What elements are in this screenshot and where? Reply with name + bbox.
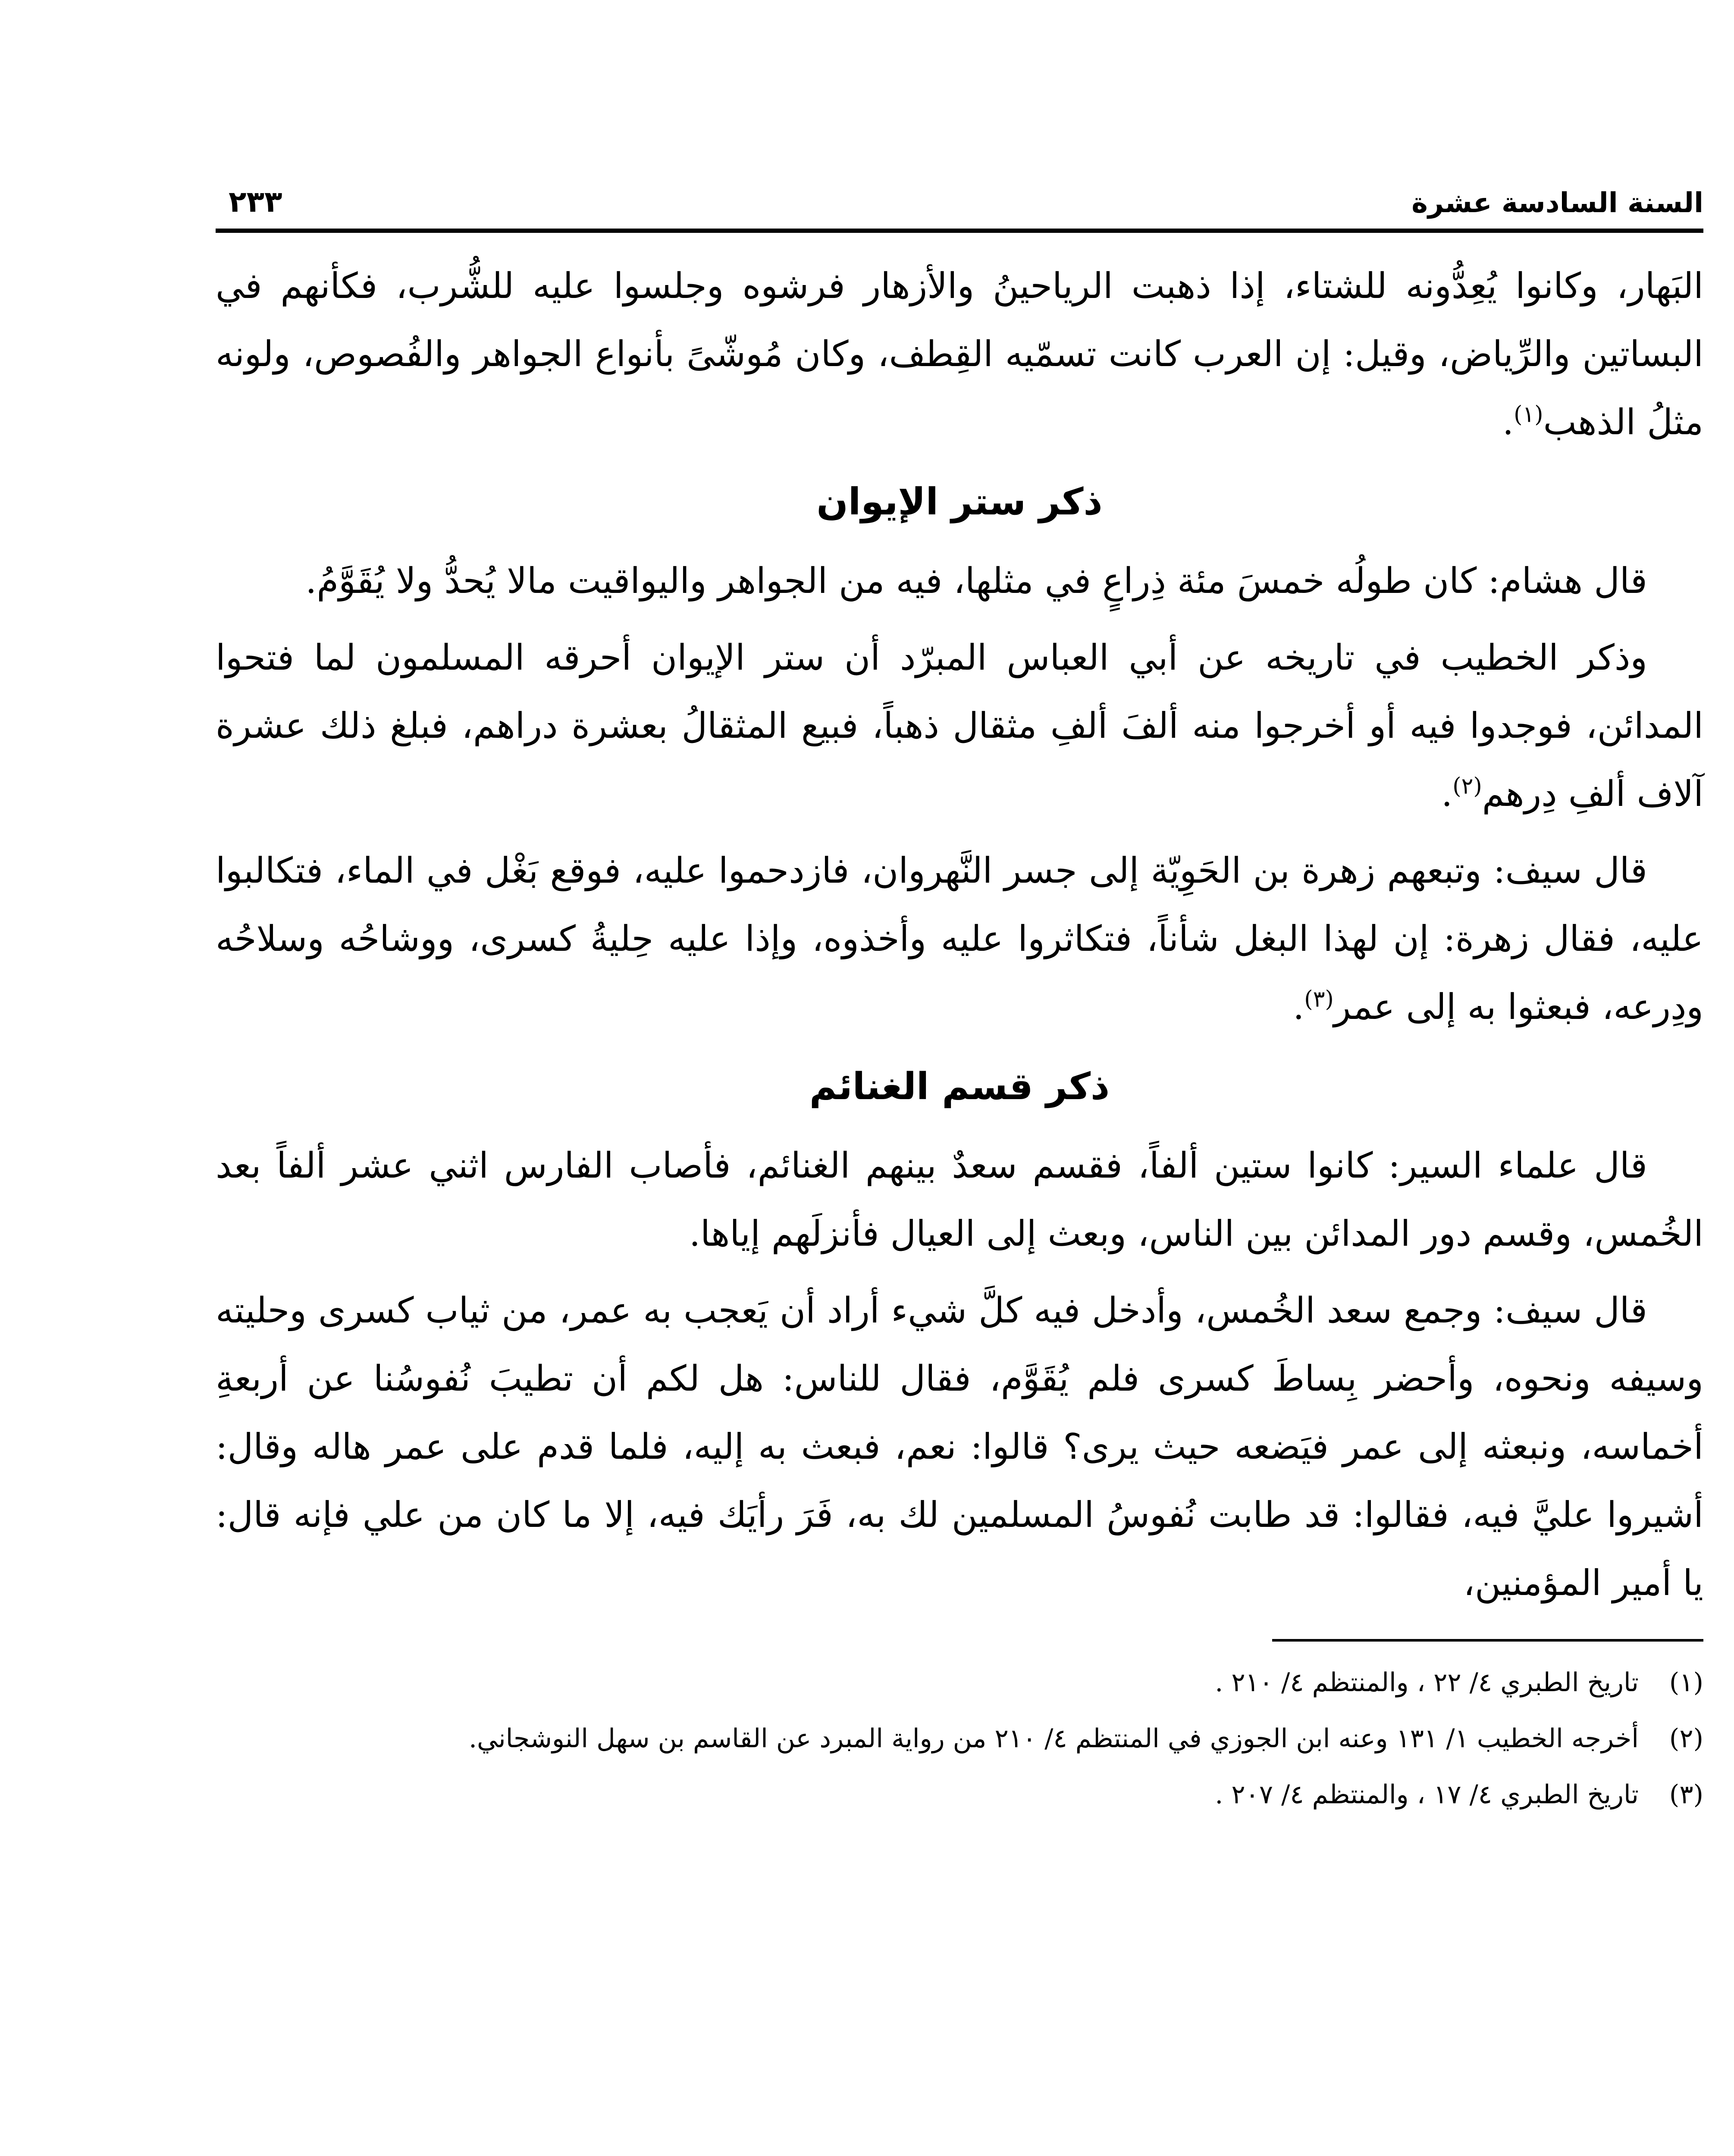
- footnote-divider: [1272, 1639, 1703, 1642]
- footnote-reference: (٢): [1452, 773, 1482, 799]
- paragraph-text: البَهار، وكانوا يُعِدُّونه للشتاء، إذا ذهبت الرياحينُ والأزهار فرشوه وجلسوا عليه للشُّرب، فكأنهم في البساتين والرِّياض، وقيل: إن العرب كانت تسمّيه القِطف، وكان مُوشّىً بأنواع الجواهر والفُصوص، ولونه مثلُ الذهب: [216, 266, 1703, 443]
- paragraph: قال علماء السير: كانوا ستين ألفاً، فقسم سعدٌ بينهم الغنائم، فأصاب الفارس اثني عشر ألفاً بعد الخُمس، وقسم دور المدائن بين الناس، وبعث إلى العيال فأنزلَهم إياها.: [216, 1145, 1703, 1254]
- paragraph-end-mark: .: [1293, 987, 1304, 1028]
- footnote: [216, 1715, 1703, 1762]
- footnote-text: تاريخ الطبري ٤/ ١٧ ، والمنتظم ٤/ ٢٠٧ .: [1215, 1780, 1639, 1810]
- book-page: [216, 164, 1703, 2156]
- section-heading: ذكر قسم الغنائم: [809, 1065, 1110, 1108]
- footnote-number: (٢): [1669, 1724, 1703, 1754]
- paragraph: [216, 837, 1703, 1041]
- footnote-number: (١): [1669, 1667, 1703, 1698]
- footnote-number: (٣): [1669, 1780, 1703, 1810]
- main-text: [216, 252, 1703, 1617]
- footnote-text: أخرجه الخطيب ١/ ١٣١ وعنه ابن الجوزي في المنتظم ٤/ ٢١٠ من رواية المبرد عن القاسم بن سهل النوشجاني.: [468, 1724, 1639, 1754]
- paragraph-end-mark: .: [1441, 774, 1453, 815]
- footnote: [216, 1771, 1703, 1818]
- paragraph-text: وذكر الخطيب في تاريخه عن أبي العباس المبرّد أن ستر الإيوان أحرقه المسلمون لما فتحوا المدائن، فوجدوا فيه أو أخرجوا منه ألفَ ألفِ مثقال ذهباً، فبيع المثقالُ بعشرة دراهم، فبلغ ذلك عشرة آلاف ألفِ دِرهم: [216, 637, 1703, 815]
- footnote-text: تاريخ الطبري ٤/ ٢٢ ، والمنتظم ٤/ ٢١٠ .: [1215, 1667, 1639, 1698]
- running-title: السنة السادسة عشرة: [1411, 187, 1703, 219]
- paragraph: [216, 252, 1703, 457]
- section-heading: ذكر ستر الإيوان: [816, 480, 1103, 523]
- paragraph: قال سيف: وجمع سعد الخُمس، وأدخل فيه كلَّ شيء أراد أن يَعجب به عمر، من ثياب كسرى وحليته وسيفه ونحوه، وأحضر بِساطَ كسرى فلم يُقَوَّم، فقال للناس: هل لكم أن تطيبَ نُفوسُنا عن أربعةِ أخماسه، ونبعثه إلى عمر فيَضعه حيث يرى؟ قالوا: نعم، فبعث به إليه، فلما قدم على عمر هاله وقال: أشيروا عليَّ فيه، فقالوا: قد طابت نُفوسُ المسلمين لك به، فَرَ رأيَك فيه، إلا ما كان من علي فإنه قال: يا أمير المؤمنين،: [216, 1290, 1703, 1604]
- page-header: [216, 164, 1703, 233]
- page-number: ٢٣٣: [229, 185, 282, 219]
- paragraph-text: قال سيف: وتبعهم زهرة بن الحَوِيّة إلى جسر النَّهروان، فازدحموا عليه، فوقع بَغْل في الماء، فتكالبوا عليه، فقال زهرة: إن لهذا البغل شأناً، فتكاثروا عليه وأخذوه، وإذا عليه حِليةُ كسرى، ووشاحُه وسلاحُه ودِرعه، فبعثوا به إلى عمر: [216, 850, 1703, 1028]
- footnote-reference: (٣): [1304, 986, 1334, 1012]
- paragraph: قال هشام: كان طولُه خمسَ مئة ذِراعٍ في مثلها، فيه من الجواهر واليواقيت مالا يُحدُّ ولا يُقَوَّمُ.: [305, 561, 1647, 602]
- footnote-reference: (١): [1514, 401, 1543, 428]
- paragraph: [216, 624, 1703, 828]
- footnotes: [216, 1659, 1703, 1818]
- paragraph-end-mark: .: [1502, 402, 1514, 443]
- footnote: [216, 1659, 1703, 1706]
